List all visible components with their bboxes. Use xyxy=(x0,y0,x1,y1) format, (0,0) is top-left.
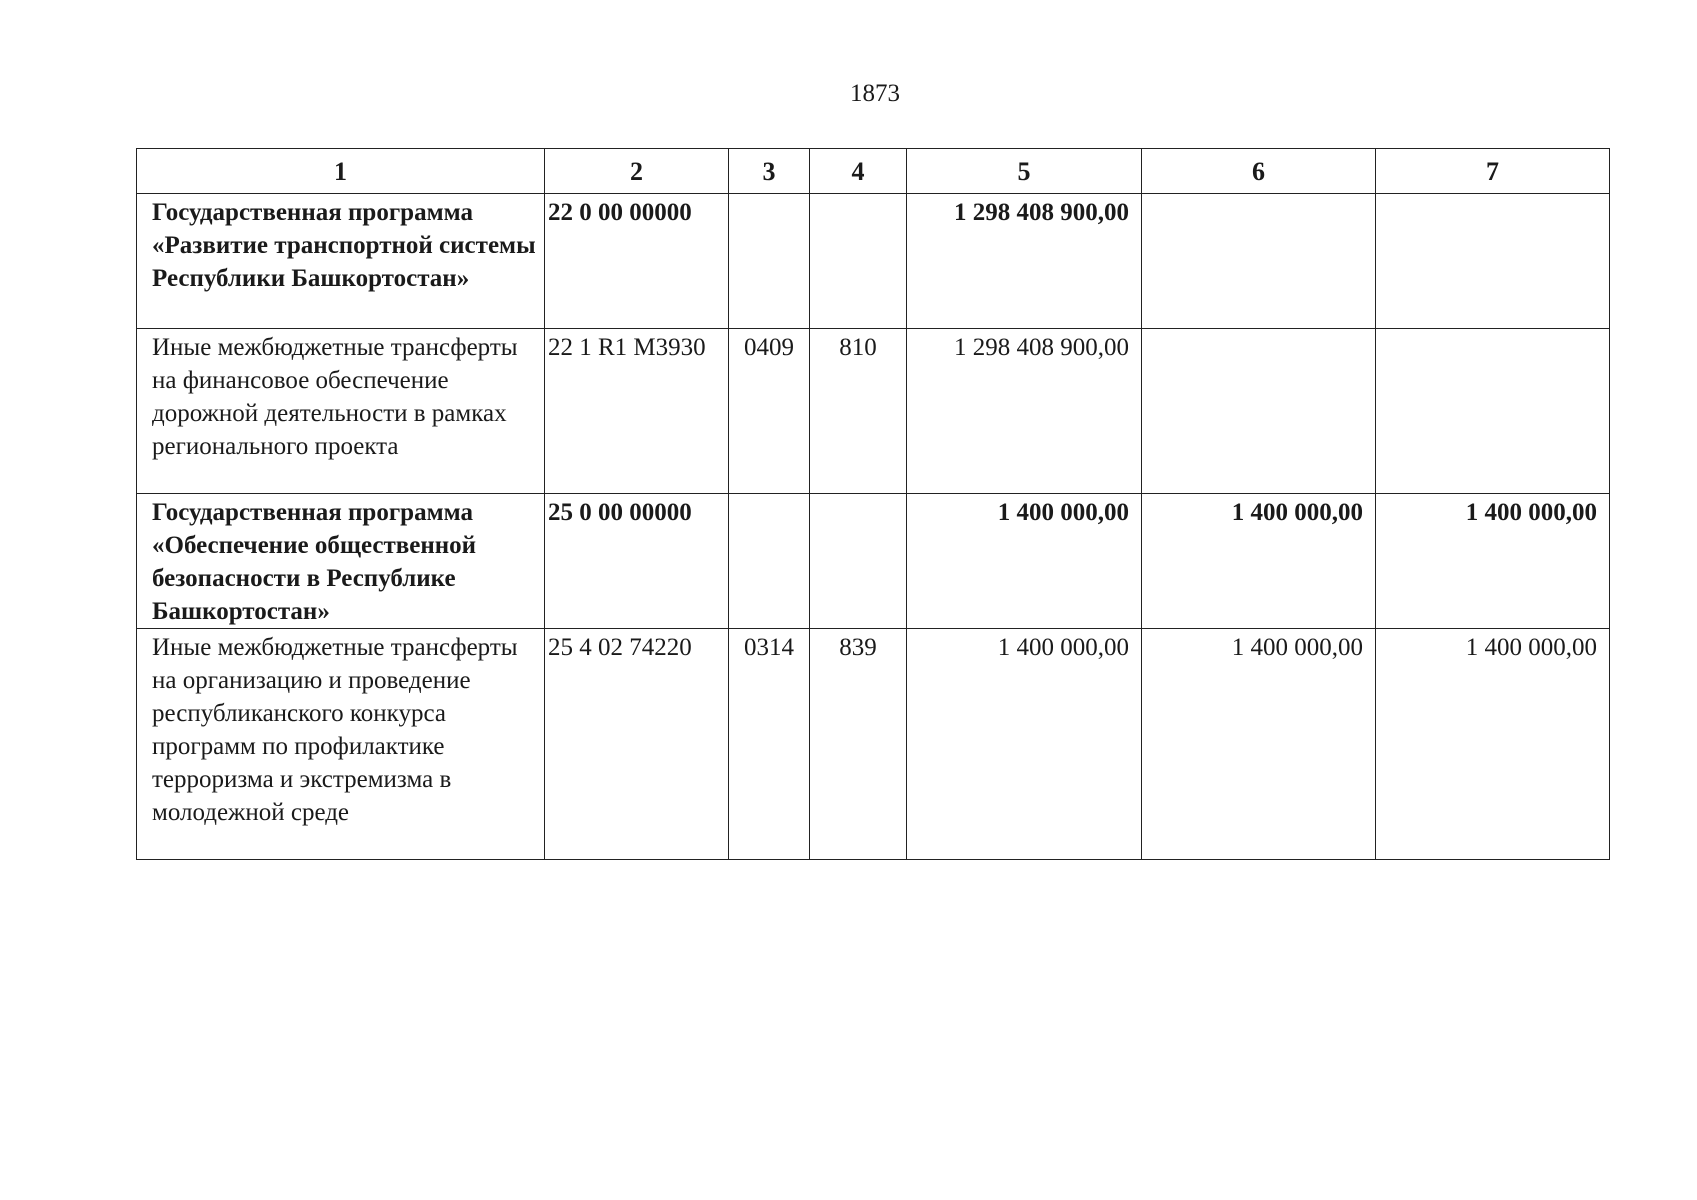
target-code-cell: 22 0 00 00000 xyxy=(545,194,729,329)
section-cell xyxy=(729,194,810,329)
page-number: 1873 xyxy=(850,80,900,107)
amount-col5-cell: 1 298 408 900,00 xyxy=(907,329,1142,494)
amount-col7-cell: 1 400 000,00 xyxy=(1376,494,1610,629)
section-cell xyxy=(729,494,810,629)
table-row xyxy=(137,194,1610,329)
table-row xyxy=(137,494,1610,629)
header-row xyxy=(137,149,1610,194)
amount-col6-cell xyxy=(1142,194,1376,329)
program-name-cell: Государственная программа «Обеспечение общественной безопасности в Республике Башкортостан» xyxy=(137,494,545,629)
program-name-cell: Иные межбюджетные трансферты на организацию и проведение республиканского конкурса программ по профилактике терроризма и экстремизма в молодежной среде xyxy=(137,629,545,860)
program-name-cell: Государственная программа «Развитие транспортной системы Республики Башкортостан» xyxy=(137,194,545,329)
table-row xyxy=(137,629,1610,860)
amount-col7-cell xyxy=(1376,194,1610,329)
amount-col5-cell: 1 400 000,00 xyxy=(907,629,1142,860)
amount-col5-cell: 1 298 408 900,00 xyxy=(907,194,1142,329)
header-cell-5: 5 xyxy=(907,149,1142,194)
header-cell-1: 1 xyxy=(137,149,545,194)
header-cell-4: 4 xyxy=(810,149,907,194)
header-cell-2: 2 xyxy=(545,149,729,194)
amount-col5-cell: 1 400 000,00 xyxy=(907,494,1142,629)
budget-table xyxy=(136,148,1610,860)
amount-col7-cell: 1 400 000,00 xyxy=(1376,629,1610,860)
expense-type-cell xyxy=(810,194,907,329)
section-cell: 0314 xyxy=(729,629,810,860)
table-row xyxy=(137,329,1610,494)
program-name-cell: Иные межбюджетные трансферты на финансовое обеспечение дорожной деятельности в рамках регионального проекта xyxy=(137,329,545,494)
header-cell-7: 7 xyxy=(1376,149,1610,194)
expense-type-cell xyxy=(810,494,907,629)
amount-col6-cell: 1 400 000,00 xyxy=(1142,494,1376,629)
header-cell-3: 3 xyxy=(729,149,810,194)
header-cell-6: 6 xyxy=(1142,149,1376,194)
amount-col7-cell xyxy=(1376,329,1610,494)
expense-type-cell: 839 xyxy=(810,629,907,860)
target-code-cell: 25 4 02 74220 xyxy=(545,629,729,860)
amount-col6-cell xyxy=(1142,329,1376,494)
amount-col6-cell: 1 400 000,00 xyxy=(1142,629,1376,860)
section-cell: 0409 xyxy=(729,329,810,494)
target-code-cell: 25 0 00 00000 xyxy=(545,494,729,629)
target-code-cell: 22 1 R1 M3930 xyxy=(545,329,729,494)
budget-table-container xyxy=(136,148,1610,860)
expense-type-cell: 810 xyxy=(810,329,907,494)
